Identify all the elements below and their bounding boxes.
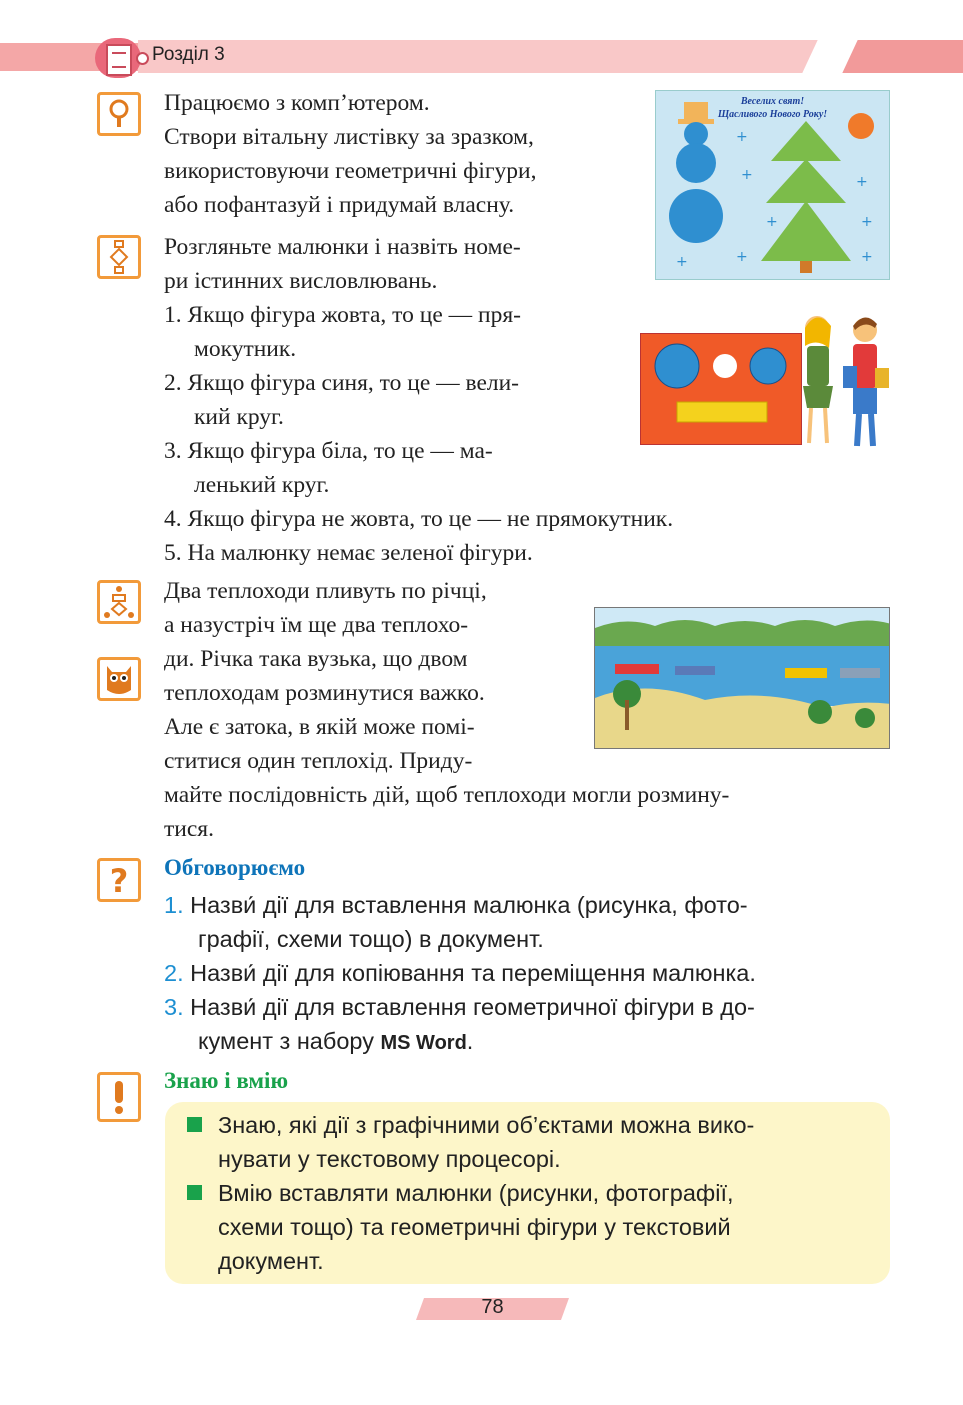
task2-item-3	[164, 434, 624, 502]
discuss-number: 2.	[164, 960, 184, 986]
svg-text:+: +	[736, 249, 748, 265]
item-text-cont: кий круг.	[194, 404, 284, 430]
task3-line: тися.	[164, 816, 214, 842]
item-text-cont: ленький круг.	[194, 472, 330, 498]
know-item-1	[218, 1108, 878, 1176]
children-illustration	[795, 308, 895, 453]
exclamation-icon	[97, 1072, 141, 1122]
know-title: Знаю і вмію	[164, 1068, 289, 1093]
page-number: 78	[481, 1296, 504, 1318]
task1-line: Працюємо з комп’ютером.	[164, 90, 430, 116]
task1-line: Створи вітальну листівку за зразком,	[164, 124, 534, 150]
know-line: схеми тощо) та геометричні фігури у текстовий	[218, 1214, 731, 1240]
task2-item-1	[164, 298, 624, 366]
task2-intro-line: Розгляньте малюнки і назвіть номе-	[164, 234, 521, 260]
bullet-square	[187, 1185, 202, 1200]
item-text-cont: мокутник.	[194, 336, 297, 362]
discuss-text: Назви́ дії для вставлення геометричної фігури в до-	[190, 994, 755, 1020]
algorithm-icon	[97, 580, 141, 624]
task3-line: ститися один теплохід. Приду-	[164, 748, 473, 774]
discuss-text-cont: графії, схеми тощо) в документ.	[198, 926, 544, 952]
task2-intro	[164, 230, 644, 298]
river-ships-image	[594, 607, 890, 749]
discuss-text-cont: кумент з набору	[198, 1028, 381, 1054]
svg-text:+: +	[741, 167, 753, 183]
task3-line: майте послідовність дій, щоб теплоходи могли розмину-	[164, 782, 730, 808]
item-text: Якщо фігура жовта, то це — пря-	[187, 302, 521, 328]
task3-line: а назустріч їм ще два теплохо-	[164, 612, 469, 638]
document-icon	[106, 44, 132, 76]
task2-item-2	[164, 366, 624, 434]
svg-text:+: +	[736, 129, 748, 145]
item-text: Якщо фігура синя, то це — вели-	[187, 370, 520, 396]
task2-item-4	[164, 502, 884, 536]
shapes-panel-image	[640, 333, 802, 445]
know-line: нувати у текстовому процесорі.	[218, 1146, 561, 1172]
item-text: Якщо фігура біла, то це — ма-	[187, 438, 493, 464]
task2-intro-line: ри істинних висловлювань.	[164, 268, 438, 294]
question-icon	[97, 858, 141, 902]
svg-text:+: +	[861, 214, 873, 230]
task2-item-5	[164, 536, 884, 570]
svg-text:+: +	[676, 254, 688, 270]
task3-text-cont	[164, 778, 894, 846]
know-item-2	[218, 1176, 878, 1278]
task3-line: Два теплоходи пливуть по річці,	[164, 578, 487, 604]
ms-word-label: MS Word	[380, 1032, 467, 1054]
task1-line: або пофантазуй і придумай власну.	[164, 192, 515, 218]
section-title: Розділ 3	[152, 44, 225, 65]
owl-icon	[97, 657, 141, 701]
bullet-square	[187, 1117, 202, 1132]
item-text: На малюнку немає зеленої фігури.	[187, 540, 533, 566]
card-title-1: Веселих свят!	[740, 96, 805, 107]
card-title-2: Щасливого Нового Року!	[717, 109, 828, 120]
discuss-text-end: .	[466, 1028, 474, 1054]
item-number: 3.	[164, 438, 182, 464]
task1-line: використовуючи геометричні фігури,	[164, 158, 537, 184]
svg-text:+: +	[766, 214, 778, 230]
header-band-light	[138, 40, 828, 73]
discuss-list	[164, 888, 892, 1060]
know-line: Знаю, які дії з графічними об’єктами можна вико-	[218, 1112, 755, 1138]
item-number: 1.	[164, 302, 182, 328]
discuss-text: Назви́ дії для копіювання та переміщення малюнка.	[190, 960, 756, 986]
task3-line: Але є затока, в якій може помі-	[164, 714, 475, 740]
header-dot	[136, 52, 149, 65]
know-line: Вмію вставляти малюнки (рисунки, фотографії,	[218, 1180, 734, 1206]
magnifier-icon	[97, 92, 141, 136]
discuss-text: Назви́ дії для вставлення малюнка (рисунка, фото-	[190, 892, 748, 918]
item-number: 4.	[164, 506, 182, 532]
item-number: 5.	[164, 540, 182, 566]
svg-text:?: ?	[109, 862, 129, 899]
svg-text:+: +	[856, 174, 868, 190]
greeting-card-image	[655, 90, 890, 280]
discuss-number: 3.	[164, 994, 184, 1020]
task3-line: ди. Річка така вузька, що двом	[164, 646, 468, 672]
logic-diagram-icon	[97, 235, 141, 279]
svg-text:+: +	[861, 249, 873, 265]
item-text: Якщо фігура не жовта, то це — не прямокутник.	[187, 506, 674, 532]
task3-text	[164, 574, 584, 778]
know-line: документ.	[218, 1248, 324, 1274]
task3-line: теплоходам розминутися важко.	[164, 680, 485, 706]
task1-text	[164, 86, 644, 222]
item-number: 2.	[164, 370, 182, 396]
discuss-title: Обговорюємо	[164, 855, 306, 880]
discuss-number: 1.	[164, 892, 184, 918]
